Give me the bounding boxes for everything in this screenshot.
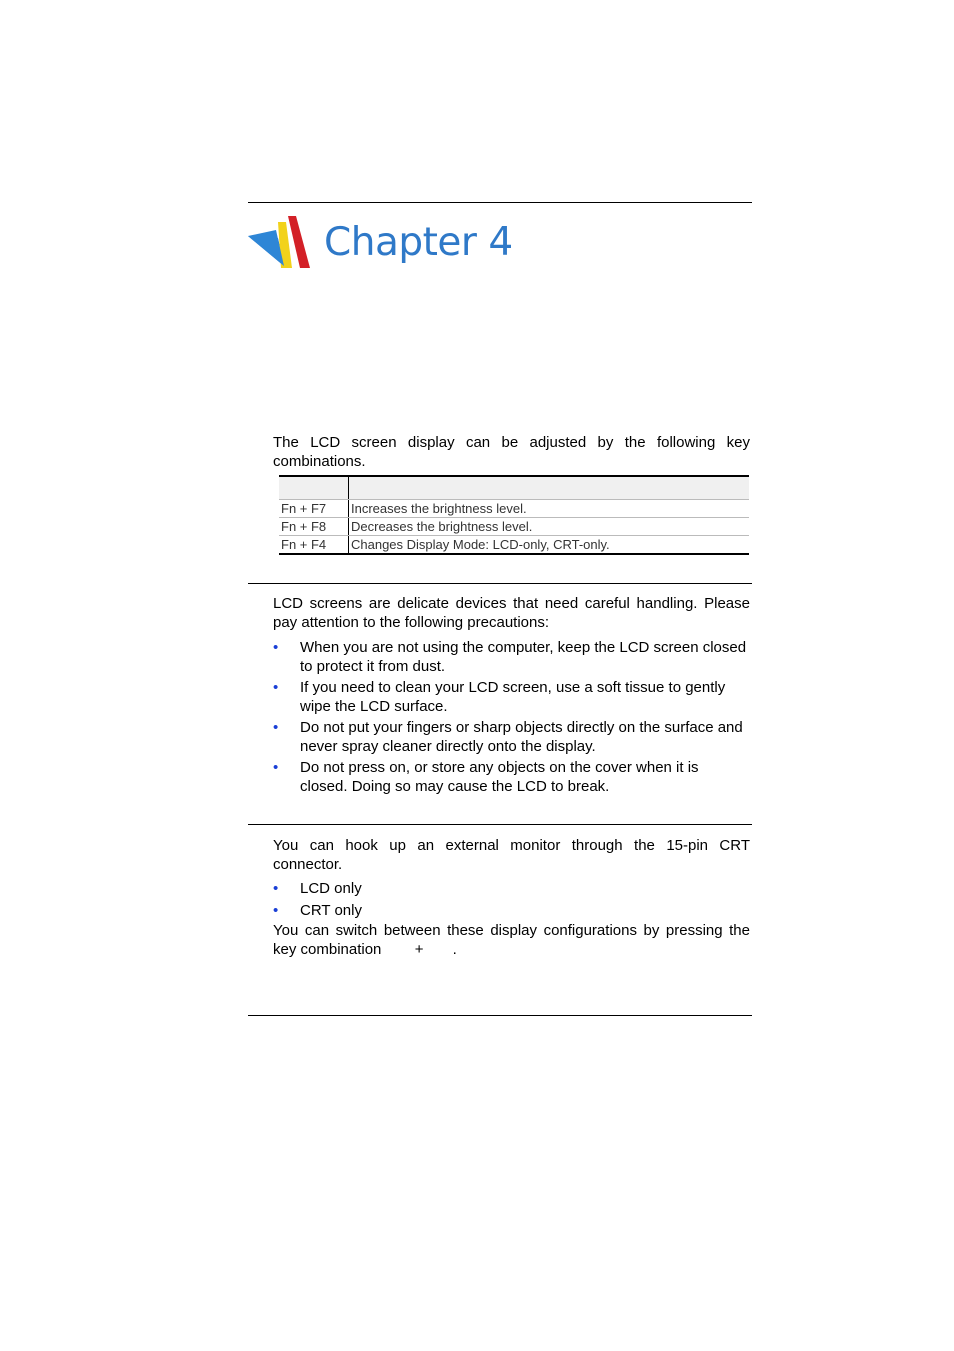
list-item (273, 901, 750, 920)
brightness-intro: The LCD screen display can be adjusted by the following key combinations. (273, 434, 750, 470)
bullet-icon: • (273, 719, 279, 736)
table-cell-key: Fn + F8 (279, 518, 349, 536)
list-item-text: When you are not using the computer, keep the LCD screen closed to protect it from dust. (300, 639, 747, 675)
table-header-key (279, 476, 349, 500)
bullet-icon: • (273, 902, 279, 919)
table-cell-key: Fn + F7 (279, 500, 349, 518)
section-rule-care (248, 583, 752, 584)
bottom-rule (248, 1015, 752, 1016)
top-rule (248, 202, 752, 203)
list-item (273, 879, 750, 898)
table-cell-description: Decreases the brightness level. (349, 518, 750, 536)
table-header-description (349, 476, 750, 500)
table-row (279, 536, 749, 555)
list-item-text: CRT only (300, 902, 362, 919)
bullet-icon: • (273, 880, 279, 897)
table-cell-key: Fn + F4 (279, 536, 349, 555)
display-modes-list (273, 879, 750, 920)
chapter-logo-icon (248, 214, 310, 268)
bullet-icon: • (273, 639, 279, 656)
chapter-title: Chapter 4 (324, 220, 513, 265)
table-row (279, 500, 749, 518)
care-intro: LCD screens are delicate devices that need careful handling. Please pay attention to the following precautions: (273, 595, 750, 631)
table-cell-description: Changes Display Mode: LCD-only, CRT-only. (349, 536, 750, 555)
list-item-text: LCD only (300, 880, 362, 897)
external-outro: You can switch between these display configurations by pressing the key combination + . (273, 922, 755, 958)
table-header-row (279, 476, 749, 500)
section-rule-external (248, 824, 752, 825)
bullet-icon: • (273, 679, 279, 696)
table-cell-description: Increases the brightness level. (349, 500, 750, 518)
table-row (279, 518, 749, 536)
external-intro: You can hook up an external monitor through the 15-pin CRT connector. (273, 837, 750, 873)
list-item (273, 758, 750, 796)
care-precautions-list (273, 638, 750, 796)
bullet-icon: • (273, 759, 279, 776)
list-item-text: If you need to clean your LCD screen, use a soft tissue to gently wipe the LCD surface. (300, 679, 726, 715)
list-item-text: Do not put your fingers or sharp objects directly on the surface and never spray cleaner directly onto the display. (300, 719, 743, 755)
list-item (273, 718, 750, 756)
list-item (273, 638, 750, 676)
list-item (273, 678, 750, 716)
key-combination-table (279, 475, 749, 555)
list-item-text: Do not press on, or store any objects on the cover when it is closed. Doing so may cause the LCD to break. (300, 759, 699, 795)
